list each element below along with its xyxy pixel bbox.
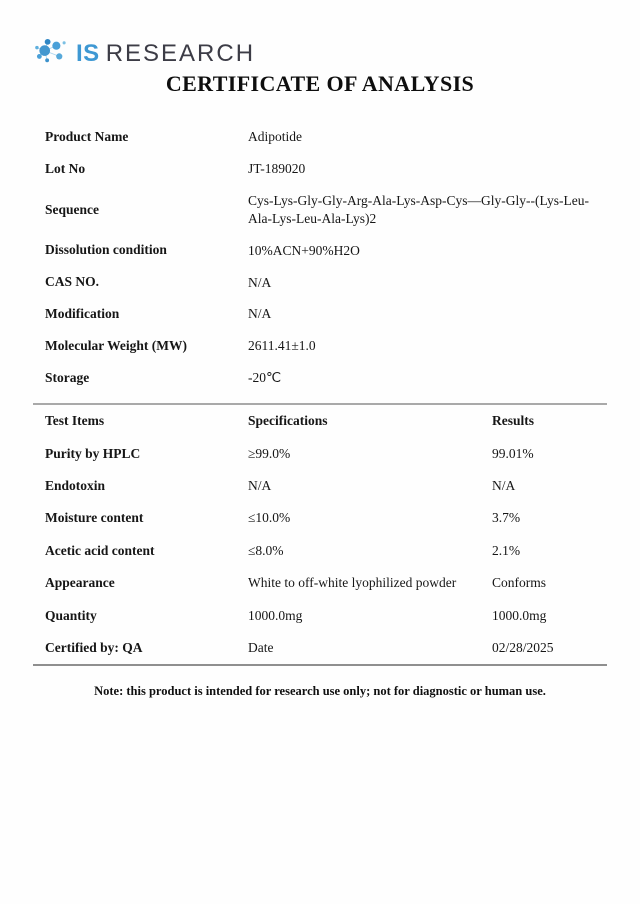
cell-specification: 1000.0mg	[248, 607, 303, 623]
info-value: -20℃	[248, 369, 282, 385]
info-label: CAS NO.	[45, 274, 100, 290]
info-row-cas-no	[45, 266, 610, 298]
table-row-endotoxin	[33, 470, 607, 502]
cell-result: N/A	[492, 477, 516, 493]
info-label: Modification	[45, 306, 120, 322]
table-row-moisture	[33, 502, 607, 534]
cell-test-item: Endotoxin	[45, 477, 106, 493]
table-header-row	[33, 405, 607, 437]
cell-test-item: Acetic acid content	[45, 542, 155, 558]
page-title: CERTIFICATE OF ANALYSIS	[165, 71, 475, 96]
cell-test-item: Purity by HPLC	[45, 445, 141, 461]
product-info-section	[45, 121, 610, 394]
info-row-modification	[45, 298, 610, 330]
cell-specification: White to off-white lyophilized powder	[248, 575, 457, 591]
column-header-test-items: Test Items	[45, 413, 105, 429]
cell-test-item: Moisture content	[45, 510, 144, 526]
info-label: Molecular Weight (MW)	[45, 337, 187, 353]
cell-result: 02/28/2025	[492, 639, 554, 655]
cell-result: Conforms	[492, 575, 546, 591]
info-label: Storage	[45, 369, 90, 385]
molecule-icon	[34, 37, 69, 70]
cell-specification: ≥99.0%	[248, 445, 291, 461]
footer-note: Note: this product is intended for research use only; not for diagnostic or human use.	[94, 684, 546, 698]
info-row-molecular-weight	[45, 330, 610, 362]
cell-specification: ≤8.0%	[248, 542, 284, 558]
info-value: JT-189020	[248, 160, 306, 176]
table-row-certified	[33, 632, 607, 664]
info-label: Sequence	[45, 201, 99, 217]
table-row-purity	[33, 437, 607, 469]
table-row-quantity	[33, 599, 607, 631]
info-value: N/A	[248, 306, 272, 322]
brand-name-rest: RESEARCH	[105, 39, 256, 67]
info-value: Adipotide	[248, 129, 302, 145]
info-row-lot-no	[45, 153, 610, 185]
info-label: Product Name	[45, 128, 129, 144]
info-row-product-name	[45, 121, 610, 153]
cell-result: 1000.0mg	[492, 607, 547, 623]
cell-test-item: Certified by: QA	[45, 639, 143, 655]
info-value: N/A	[248, 274, 272, 290]
cell-result: 2.1%	[492, 542, 521, 558]
column-header-results: Results	[492, 413, 535, 429]
info-label: Dissolution condition	[45, 242, 167, 258]
cell-result: 3.7%	[492, 510, 521, 526]
test-results-table	[33, 403, 607, 666]
info-row-sequence	[45, 185, 610, 235]
info-value: 2611.41±1.0	[248, 338, 316, 354]
cell-test-item: Appearance	[45, 575, 115, 591]
brand-logo	[34, 37, 255, 70]
table-row-acetic-acid	[33, 535, 607, 567]
info-value: 10%ACN+90%H2O	[248, 242, 360, 258]
cell-test-item: Quantity	[45, 607, 97, 623]
info-value: Cys-Lys-Gly-Gly-Arg-Ala-Lys-Asp-Cys—Gly-Gly--(Lys-Leu-Ala-Lys-Leu-Ala-Lys)2	[248, 193, 589, 226]
info-row-dissolution	[45, 235, 610, 267]
cell-result: 99.01%	[492, 445, 534, 461]
brand-name-highlight: IS	[76, 39, 100, 67]
cell-specification: ≤10.0%	[248, 510, 291, 526]
cell-specification: N/A	[248, 477, 272, 493]
cell-specification: Date	[248, 639, 274, 655]
column-header-specifications: Specifications	[248, 413, 328, 429]
info-label: Lot No	[45, 160, 86, 176]
table-row-appearance	[33, 567, 607, 599]
info-row-storage	[45, 362, 610, 394]
